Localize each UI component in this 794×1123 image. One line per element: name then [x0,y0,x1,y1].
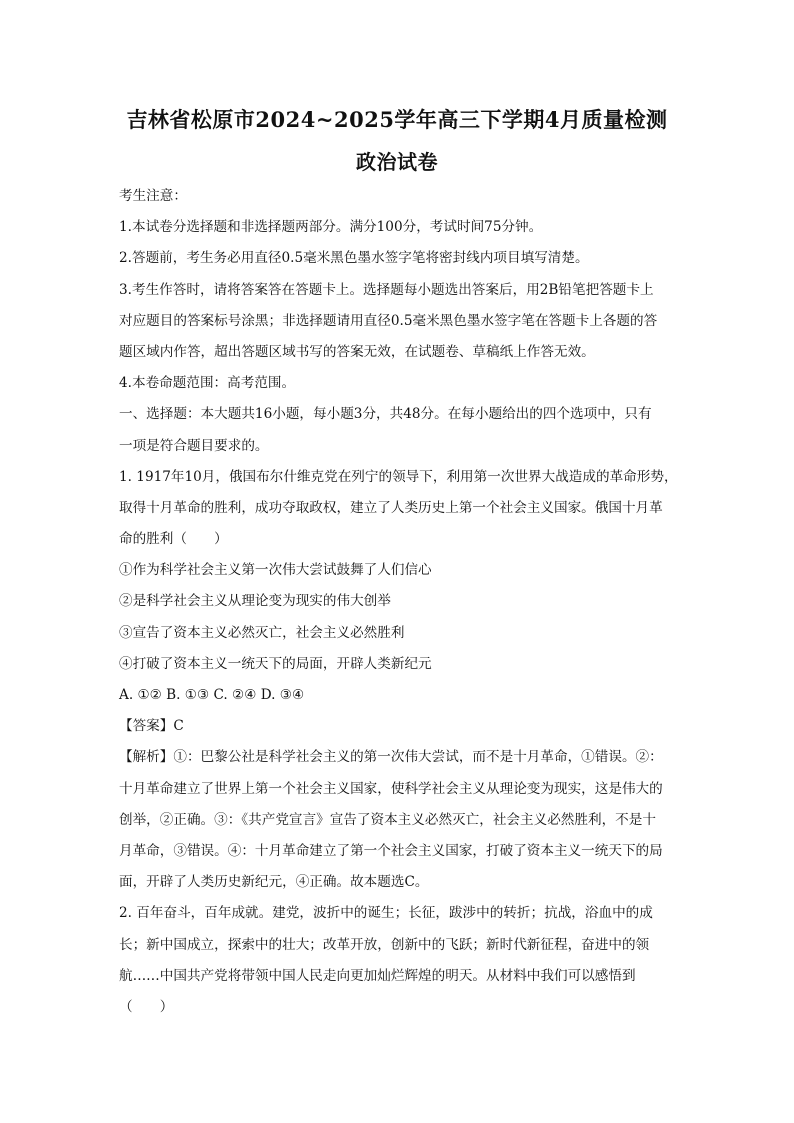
notice-item: 3.考生作答时，请将答案答在答题卡上。选择题每小题选出答案后，用2B铅笔把答题卡上 [119,281,654,298]
notice-item-continued: 对应题目的答案标号涂黑；非选择题请用直径0.5毫米黑色墨水签字笔在答题卡上各题的答 [119,312,658,329]
question-2-stem: 长；新中国成立，探索中的壮大；改革开放，创新中的飞跃；新时代新征程，奋进中的领 [119,936,650,953]
question-1-analysis: 十月革命建立了世界上第一个社会主义国家，使科学社会主义从理论变为现实，这是伟大的 [119,780,663,797]
question-1-analysis: 创举，②正确。③：《共产党宣言》宣告了资本主义必然灭亡，社会主义必然胜利，不是十 [119,811,656,828]
question-1-stem: 命的胜利（ ） [119,531,228,548]
question-1-answer: 【答案】C [119,718,184,735]
question-1-analysis: 【解析】①：巴黎公社是科学社会主义的第一次伟大尝试，而不是十月革命，①错误。②： [119,749,663,766]
question-2-stem: （ ） [119,998,174,1015]
section-heading: 一、选择题：本大题共16小题，每小题3分，共48分。在每小题给出的四个选项中，只有 [119,406,652,423]
question-1-statement: ④打破了资本主义一统天下的局面，开辟人类新纪元 [119,655,432,672]
question-1-statement: ①作为科学社会主义第一次伟大尝试鼓舞了人们信心 [119,562,432,579]
document-title: 吉林省松原市2024~2025学年高三下学期4月质量检测 [126,107,668,132]
notice-heading: 考生注意： [119,188,187,204]
document-subtitle: 政治试卷 [356,150,438,174]
section-heading-continued: 一项是符合题目要求的。 [119,437,269,454]
notice-item: 4.本卷命题范围：高考范围。 [119,375,296,392]
question-1-stem: 取得十月革命的胜利，成功夺取政权，建立了人类历史上第一个社会主义国家。俄国十月革 [119,499,663,516]
question-2-stem: 航……中国共产党将带领中国人民走向更加灿烂辉煌的明天。从材料中我们可以感悟到 [119,967,636,984]
notice-item: 1.本试卷分选择题和非选择题两部分。满分100分，考试时间75分钟。 [119,219,543,236]
document-body [119,181,679,1023]
question-1-options: A. ①② B. ①③ C. ②④ D. ③④ [119,687,305,703]
question-1-analysis: 面，开辟了人类历史新纪元，④正确。故本题选C。 [119,874,429,891]
question-1-analysis: 月革命，③错误。④：十月革命建立了第一个社会主义国家，打破了资本主义一统天下的局 [119,842,663,859]
question-1-statement: ③宣告了资本主义必然灭亡，社会主义必然胜利 [119,624,405,641]
question-1-statement: ②是科学社会主义从理论变为现实的伟大创举 [119,593,391,610]
notice-item-continued: 题区域内作答，超出答题区域书写的答案无效，在试题卷、草稿纸上作答无效。 [119,343,595,360]
notice-item: 2.答题前，考生务必用直径0.5毫米黑色墨水签字笔将密封线内项目填写清楚。 [119,250,589,267]
question-2-stem: 2. 百年奋斗，百年成就。建党，波折中的诞生；长征，跋涉中的转折；抗战，浴血中的成 [119,905,653,922]
question-1-stem: 1. 1917年10月，俄国布尔什维克党在列宁的领导下，利用第一次世界大战造成的革命形势， [119,468,678,485]
